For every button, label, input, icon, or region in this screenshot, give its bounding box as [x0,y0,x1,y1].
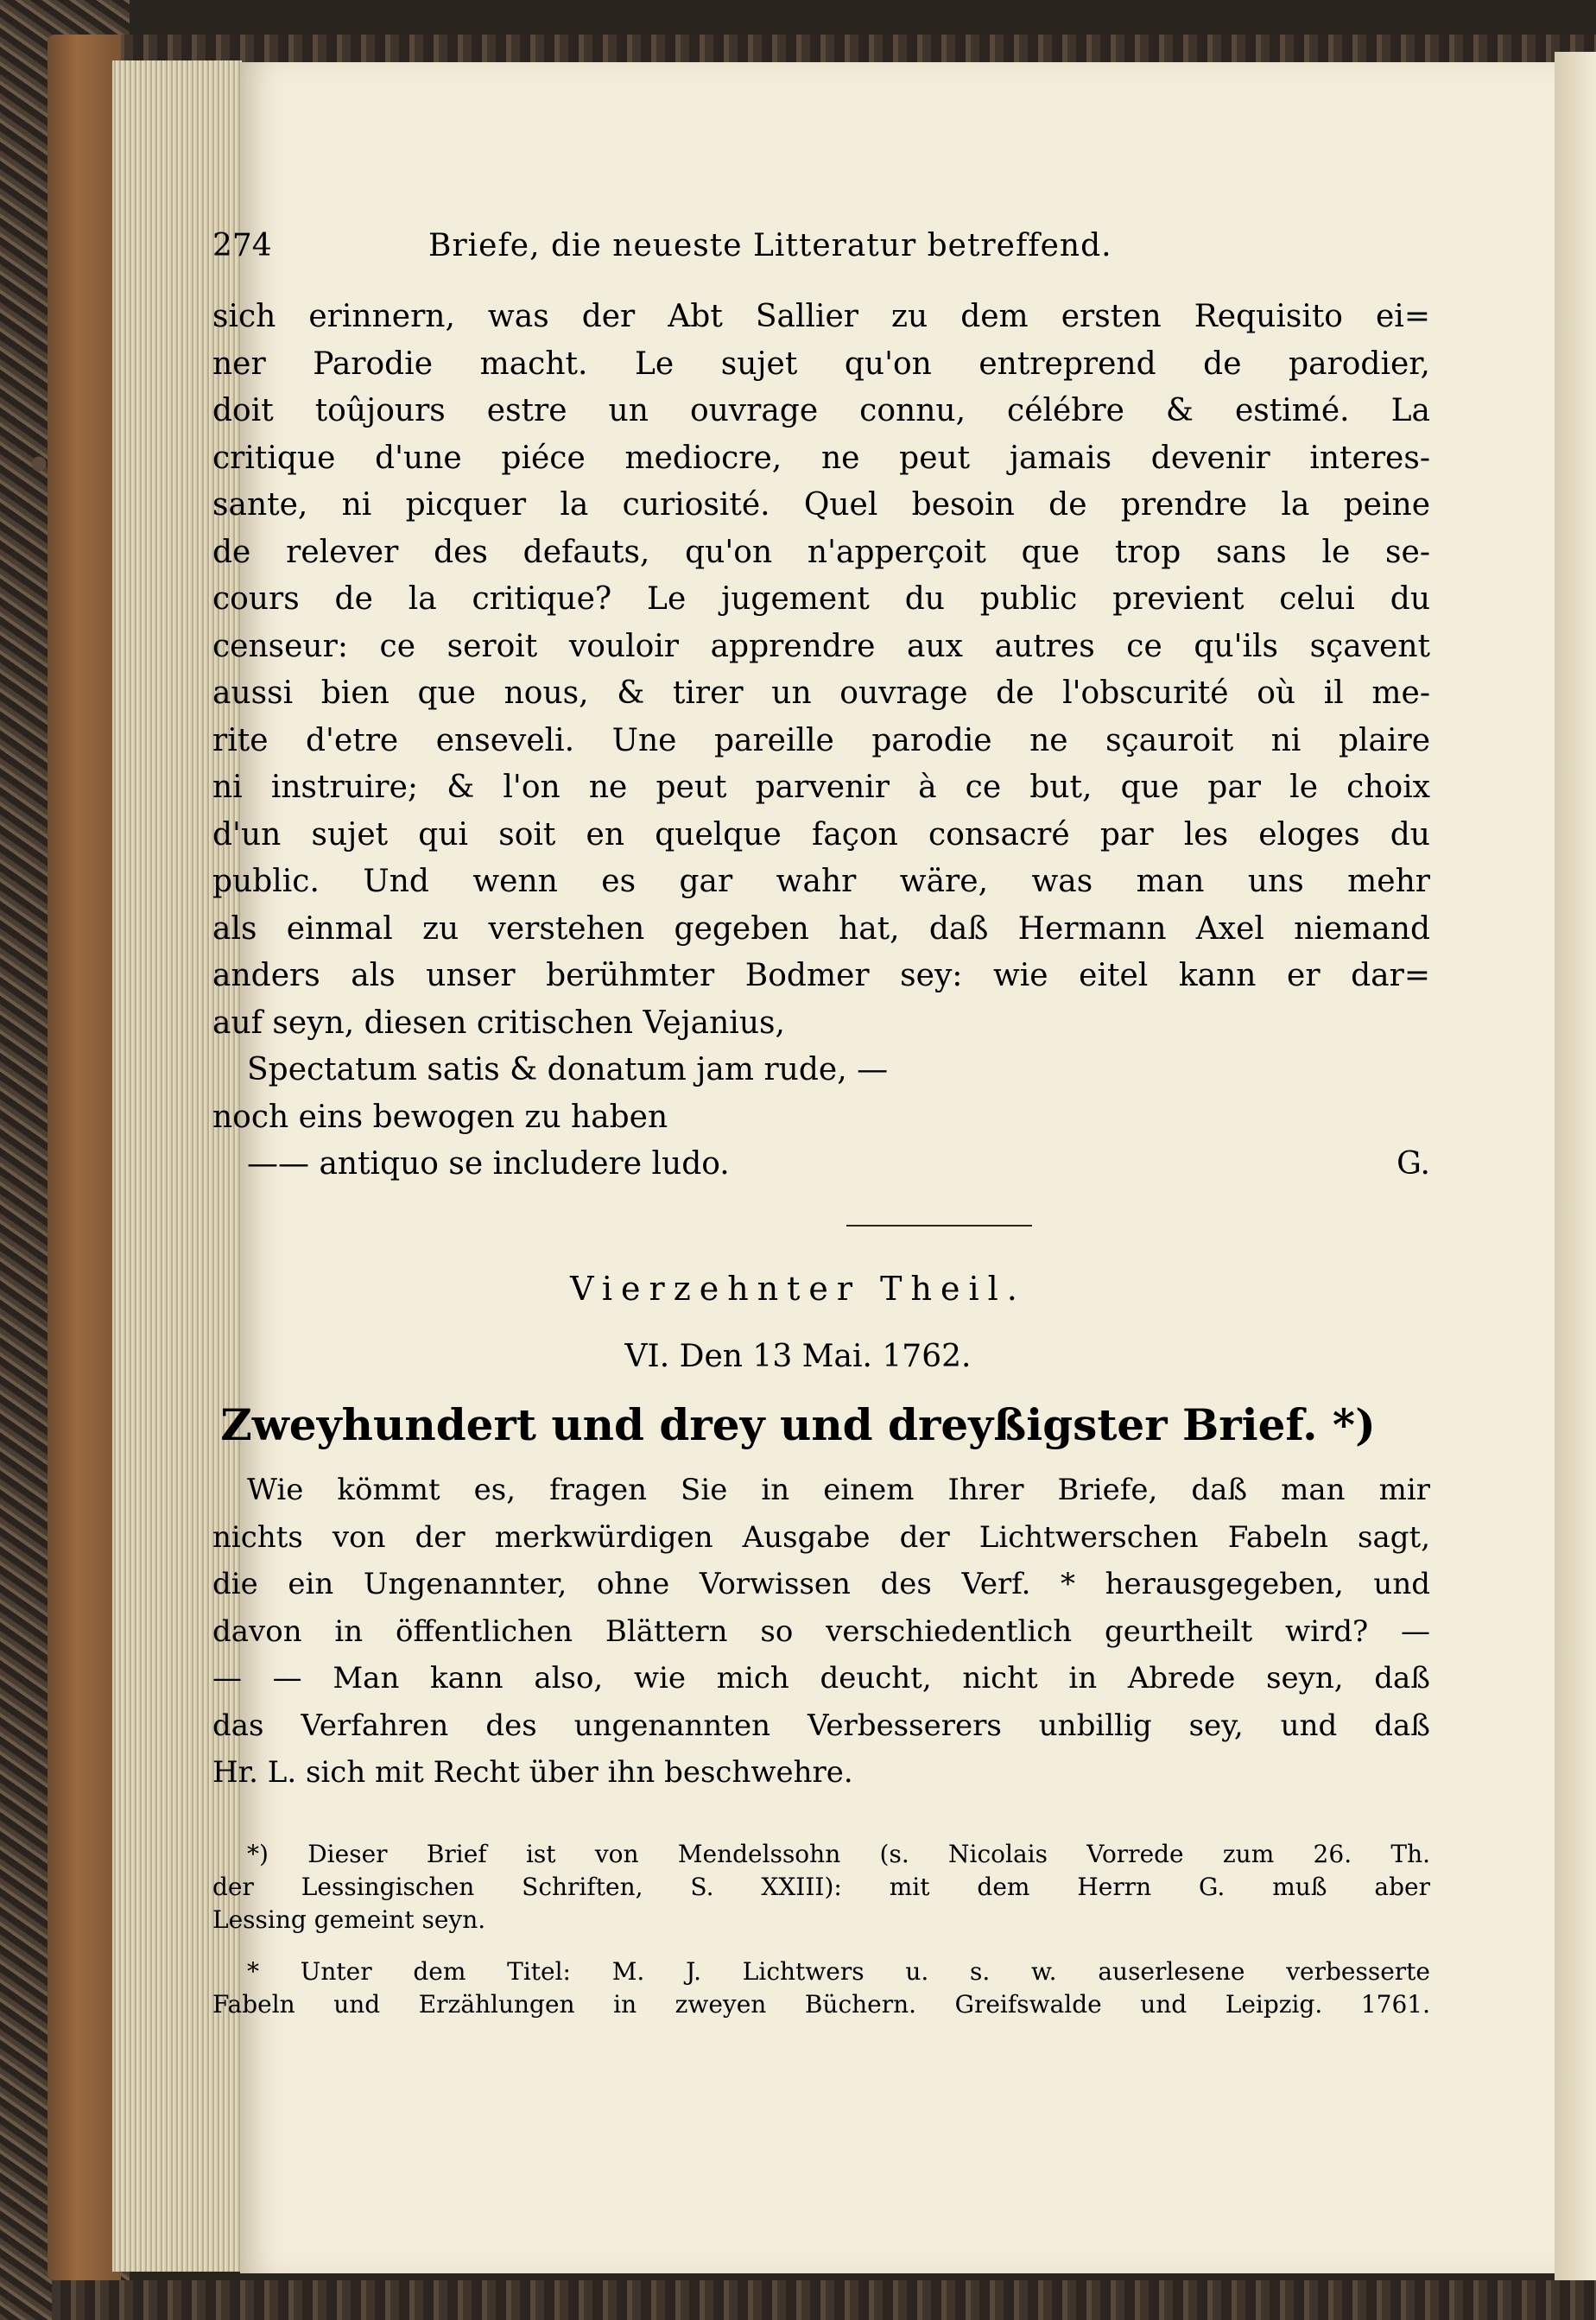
letter-line: das Verfahren des ungenannten Verbesserers unbillig sey, und daß [212,1708,1430,1743]
quote-signature-row [212,1141,1430,1189]
body-line: sante, ni picquer la curiosité. Quel besoin de prendre la peine [212,487,1430,523]
body-text [212,294,1430,1189]
body-line: sich erinnern, was der Abt Sallier zu dem ersten Requisito ei= [212,299,1430,334]
footnote-line: Lessing gemeint seyn. [212,1905,486,1934]
footnote-line: der Lessingischen Schriften, S. XXIII): mit dem Herrn G. muß aber [212,1873,1430,1901]
body-line: public. Und wenn es gar wahr wäre, was man uns mehr [212,864,1430,899]
letter-title: Zweyhundert und drey und dreyßigster Brief. *) [220,1399,1376,1450]
body-line: ni instruire; & l'on ne peut parvenir à ce but, que par le choix [212,770,1430,805]
body-line: de relever des defauts, qu'on n'apperçoit que trop sans le se- [212,534,1430,570]
body-line: d'un sujet qui soit en quelque façon consacré par les eloges du [212,816,1430,853]
letter-line: — — Man kann also, wie mich deucht, nicht in Abrede seyn, daß [212,1661,1430,1696]
letter-line: die ein Ungenannter, ohne Vorwissen des Verf. * herausgegeben, und [212,1567,1430,1601]
letter-line: Wie kömmt es, fragen Sie in einem Ihrer Briefe, daß man mir [247,1473,1430,1507]
body-line: censeur: ce seroit vouloir apprendre aux autres ce qu'ils sçavent [212,628,1430,664]
latin-quote: —— antiquo se includere ludo. [247,1146,730,1182]
letter-line: Hr. L. sich mit Recht über ihn beschwehre. [212,1755,853,1790]
footnote-line: Fabeln und Erzählungen in zweyen Büchern. Greifswalde und Leipzig. 1761. [212,1990,1430,2019]
signature: G. [1396,1146,1430,1182]
letter-line: nichts von der merkwürdigen Ausgabe der Lichtwerschen Fabeln sagt, [212,1519,1430,1555]
page-number: 274 [212,228,272,263]
body-line: rite d'etre enseveli. Une pareille parodie ne sçauroit ni plaire [212,722,1430,758]
body-line: noch eins bewogen zu haben [212,1099,668,1135]
body-line: als einmal zu verstehen gegeben hat, daß Hermann Axel niemand [212,910,1430,947]
part-heading: Vierzehnter Theil. [570,1270,1026,1308]
body-line: aussi bien que nous, & tirer un ouvrage de l'obscurité où il me- [212,675,1430,711]
body-line: critique d'une piéce mediocre, ne peut jamais devenir interes- [212,440,1430,476]
date-heading: VI. Den 13 Mai. 1762. [624,1339,972,1374]
letter-text [212,1467,1430,1797]
footnote-2 [212,1956,1430,2021]
footnote-1 [212,1838,1430,1937]
page-header [212,228,1422,266]
running-head: Briefe, die neueste Litteratur betreffend. [428,228,1112,263]
body-line: cours de la critique? Le jugement du public previent celui du [212,581,1430,617]
footnote-line: * Unter dem Titel: M. J. Lichtwers u. s. w. auserlesene verbesserte [247,1957,1430,1986]
footnote-line: *) Dieser Brief ist von Mendelssohn (s. Nicolais Vorrede zum 26. Th. [247,1840,1430,1868]
body-line: ner Parodie macht. Le sujet qu'on entreprend de parodier, [212,345,1430,382]
leather-spine [48,35,121,2280]
section-divider [846,1225,1032,1227]
cover-bottom-edge [52,2280,1596,2320]
body-line: doit toûjours estre un ouvrage connu, célébre & estimé. La [212,393,1430,428]
facing-page-edge [1555,52,1596,2280]
letter-line: davon in öffentlichen Blättern so verschiedentlich geurtheilt wird? — [212,1613,1430,1649]
body-line: auf seyn, diesen critischen Vejanius, [212,1005,785,1041]
body-line: anders als unser berühmter Bodmer sey: wie eitel kann er dar= [212,958,1430,993]
latin-quote: Spectatum satis & donatum jam rude, — [247,1052,889,1087]
